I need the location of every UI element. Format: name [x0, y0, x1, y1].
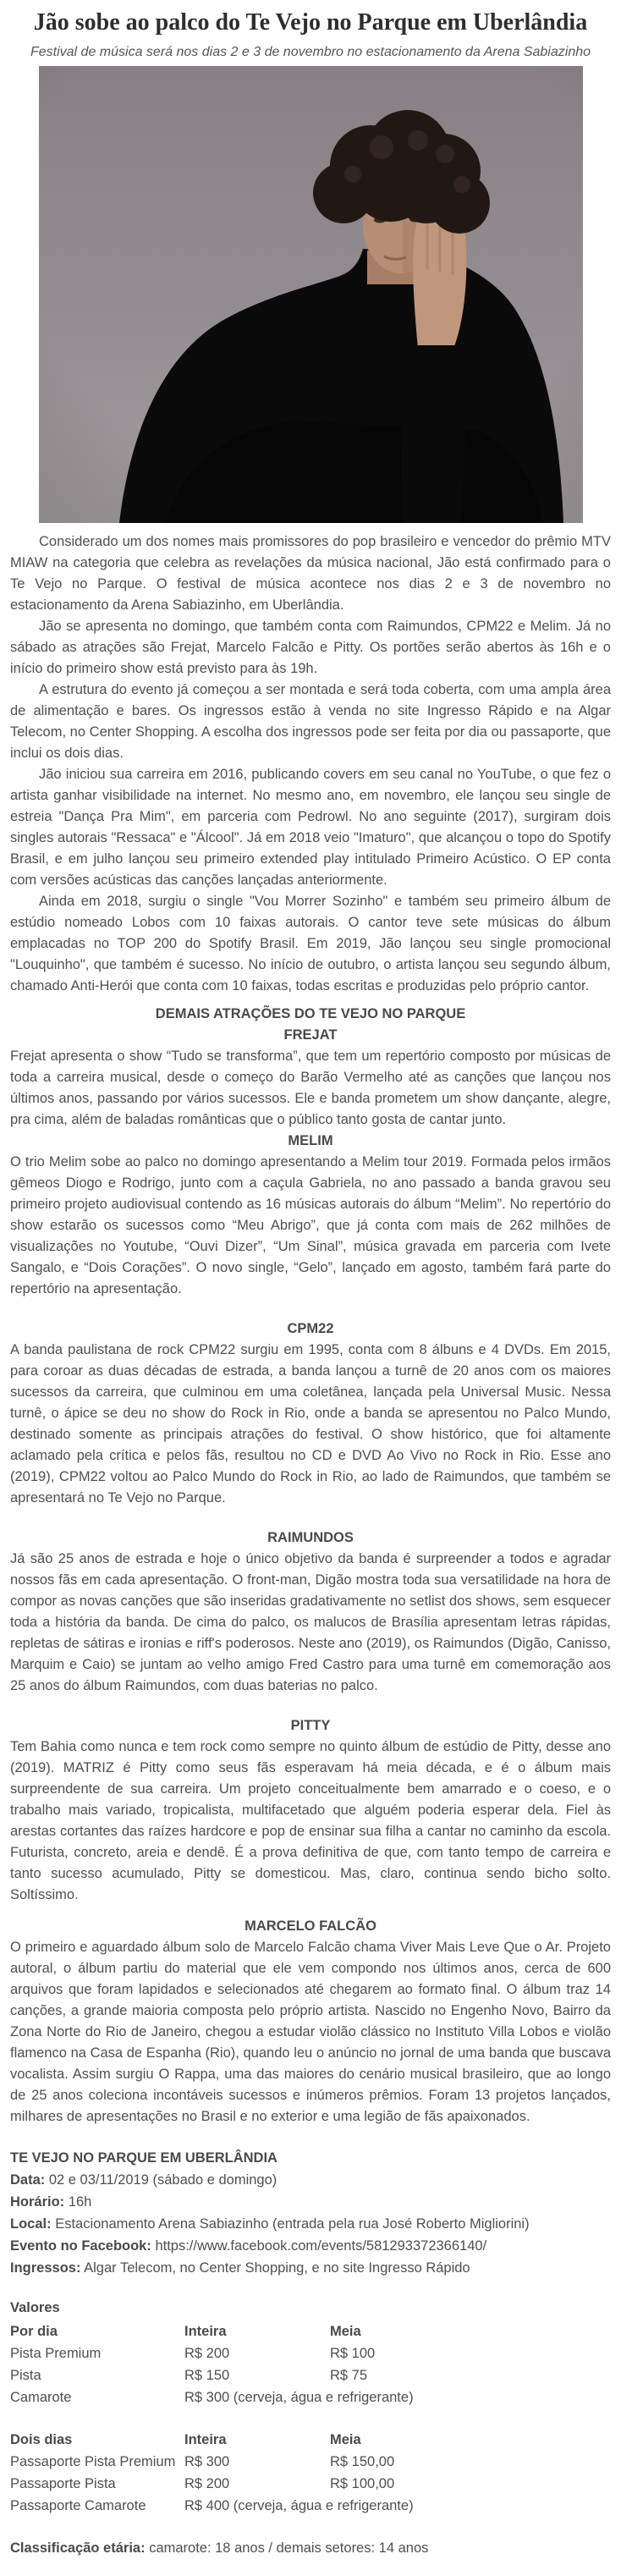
- column-header-full: Inteira: [184, 2432, 227, 2447]
- page-title: Jão sobe ao palco do Te Vejo no Parque em Uberlândia: [33, 9, 588, 36]
- column-header-half: Meia: [330, 2432, 361, 2447]
- age-rating-value: camarote: 18 anos / demais setores: 14 anos: [149, 2540, 429, 2556]
- info-line-location: [10, 2213, 611, 2235]
- full-price: R$ 150: [184, 2368, 230, 2383]
- info-value-time: 16h: [68, 2194, 92, 2210]
- price-row: [10, 2495, 611, 2517]
- info-label-location: Local:: [10, 2216, 52, 2232]
- age-rating-label: Classificação etária:: [10, 2540, 146, 2556]
- price-header-row: [10, 2429, 611, 2451]
- full-price: R$ 200: [184, 2346, 230, 2361]
- price-header-row: [10, 2320, 611, 2342]
- ticket-type: Pista: [10, 2368, 41, 2383]
- info-value-tickets: Algar Telecom, no Center Shopping, e no site Ingresso Rápido: [84, 2260, 470, 2276]
- price-row: [10, 2364, 611, 2386]
- price-table-two-days: [10, 2429, 611, 2517]
- act-text-cpm22: A banda paulistana de rock CPM22 surgiu em 1995, conta com 8 álbuns e 4 DVDs. Em 2015, para coroar as duas décadas de estrada, a banda lançou a turnê de 20 anos com os maiores sucessos da carreira, que culminou em uma coletânea, lançada pela Universal Music. Nessa turnê, o ápice se deu no show do Rock in Rio, onde a banda se apresentou no Palco Mundo, destinado somente as principais atrações do festival. O show histórico, que foi altamente aclamado pela crítica e pelos fãs, resultou no CD e DVD Ao Vivo no Rock in Rio. Esse ano (2019), CPM22 voltou ao Palco Mundo do Rock in Rio, ao lado de Raimundos, que também se apresentará no Te Vejo no Parque.: [10, 1342, 611, 1505]
- price-row: [10, 2342, 611, 2364]
- ticket-type: Passaporte Pista Premium: [10, 2454, 176, 2469]
- facebook-url[interactable]: https://www.facebook.com/events/581293372366140/: [155, 2238, 487, 2254]
- info-label-date: Data:: [10, 2172, 46, 2188]
- ticket-type: Camarote: [10, 2390, 72, 2405]
- column-header-per-day: Por dia: [10, 2324, 58, 2339]
- full-price: R$ 300: [184, 2454, 230, 2469]
- full-price: R$ 300 (cerveja, água e refrigerante): [184, 2390, 414, 2405]
- artist-photo-illustration: [39, 66, 583, 523]
- intro-paragraph: Considerado um dos nomes mais promissores do pop brasileiro e vencedor do prêmio MTV MIAW na categoria que celebra as revelações da música nacional, Jão está confirmado para o Te Vejo no Parque. O festival de música acontece nos dias 2 e 3 de novembro no estacionamento da Arena Sabiazinho, em Uberlândia.: [10, 534, 611, 613]
- act-heading-frejat: FREJAT: [283, 1027, 338, 1043]
- intro-paragraph: A estrutura do evento já começou a ser montada e será toda coberta, com uma ampla área de alimentação e bares. Os ingressos estão à venda no site Ingresso Rápido e na Algar Telecom, no Center Shopping. A escolha dos ingressos pode ser feita por dia ou passaporte, que inclui os dois dias.: [10, 682, 611, 761]
- price-row: [10, 2473, 611, 2495]
- half-price: R$ 75: [330, 2368, 368, 2383]
- act-heading-raimundos: RAIMUNDOS: [267, 1530, 354, 1545]
- act-text-raimundos: Já são 25 anos de estrada e hoje o único objetivo da banda é surpreender a todos e agradar nossos fãs em cada apresentação. O front-man, Digão mostra toda sua versatilidade na hora de compor as novas canções que são inseridas gradativamente no setlist dos shows, sem esquecer toda a história da banda. De cima do palco, os malucos de Brasília apresentam letras rápidas, repletas de sátiras e ironias e riff's poderosos. Neste ano (2019), os Raimundos (Digão, Canisso, Marquim e Caio) se juntam ao velho amigo Fred Castro para uma turnê em comemoração aos 25 anos do álbum Raimundos, com duas baterias no palco.: [10, 1551, 611, 1693]
- info-line-facebook: [10, 2235, 611, 2257]
- price-row: [10, 2386, 611, 2408]
- price-row: [10, 2451, 611, 2473]
- info-line-time: [10, 2191, 611, 2213]
- half-price: R$ 100,00: [330, 2476, 395, 2491]
- act-heading-marcelo-falcao: MARCELO FALCÃO: [245, 1918, 376, 1934]
- act-heading-melim: MELIM: [288, 1133, 333, 1148]
- column-header-full: Inteira: [184, 2324, 227, 2339]
- info-label-time: Horário:: [10, 2194, 65, 2210]
- act-text-marcelo-falcao: O primeiro e aguardado álbum solo de Marcelo Falcão chama Viver Mais Leve Que o Ar. Projeto autoral, o álbum partiu do material que ele vem compondo nos últimos anos, cerca de 600 arquivos que foram lapidados e selecionados até chegarem ao formato final. O álbum traz 14 canções, a grande maioria composta pelo próprio artista. Nascido no Engenho Novo, Bairro da Zona Norte do Rio de Janeiro, chegou a estudar violão clássico no Instituto Villa Lobos e violão flamenco na Casa de Espanha (Rio), quando leu o anúncio no jornal de uma banda que buscava vocalista. Assim surgiu O Rappa, uma das maiores do cenário musical brasileiro, que ao longo de 25 anos coleciona incontáveis sucessos e inúmeros prêmios. Foram 13 projetos lançados, milhares de apresentações no Brasil e no exterior e uma legião de fãs apaixonados.: [10, 1940, 611, 2124]
- intro-paragraph: Jão se apresenta no domingo, que também conta com Raimundos, CPM22 e Melim. Já no sábado as atrações são Frejat, Marcelo Falcão e Pitty. Os portões serão abertos às 16h e o início do primeiro show está previsto para às 19h.: [10, 619, 611, 676]
- article-subtitle: Festival de música será nos dias 2 e 3 de novembro no estacionamento da Arena Sabiazinho: [30, 45, 591, 59]
- price-table-per-day: [10, 2320, 611, 2408]
- half-price: R$ 100: [330, 2346, 376, 2361]
- info-line-tickets: [10, 2257, 611, 2279]
- ticket-type: Pista Premium: [10, 2346, 102, 2361]
- info-value-location: Estacionamento Arena Sabiazinho (entrada pela rua José Roberto Migliorini): [55, 2216, 530, 2232]
- artist-photo: [39, 66, 583, 523]
- info-label-facebook: Evento no Facebook:: [10, 2238, 151, 2254]
- ticket-type: Passaporte Pista: [10, 2476, 116, 2491]
- act-text-frejat: Frejat apresenta o show “Tudo se transforma”, que tem um repertório composto por músicas de toda a carreira musical, desde o começo do Barão Vermelho até as canções que lançou nos últimos anos, passando por vários sucessos. Ele e banda prometem um show dançante, alegre, pra cima, além de baladas românticas que o público tanto gosta de cantar junto.: [10, 1049, 611, 1127]
- act-text-melim: O trio Melim sobe ao palco no domingo apresentando a Melim tour 2019. Formada pelos irmãos gêmeos Diogo e Rodrigo, junto com a caçula Gabriela, no ano passado a banda gravou seu primeiro projeto audiovisual contendo as 16 músicas autorais do álbum “Melim”. No repertório do show estarão os sucessos como “Meu Abrigo”, que já conta com mais de 262 milhões de visualizações no Youtube, “Ouvi Dizer”, “Um Sinal”, música gravada em parceria com Ivete Sangalo, e “Dois Corações”. O novo single, “Gelo”, lançado em agosto, também fará parte do repertório na apresentação.: [10, 1154, 611, 1296]
- lineup-heading: DEMAIS ATRAÇÕES DO TE VEJO NO PARQUE: [155, 1006, 466, 1021]
- info-line-date: [10, 2169, 611, 2191]
- half-price: R$ 150,00: [330, 2454, 395, 2469]
- pricing-heading: Valores: [10, 2300, 60, 2315]
- ticket-type: Passaporte Camarote: [10, 2498, 146, 2513]
- full-price: R$ 400 (cerveja, água e refrigerante): [184, 2498, 414, 2513]
- act-heading-pitty: PITTY: [290, 1718, 331, 1733]
- column-header-two-days: Dois dias: [10, 2432, 73, 2447]
- act-text-pitty: Tem Bahia como nunca e tem rock como sempre no quinto álbum de estúdio de Pitty, desse ano (2019). MATRIZ é Pitty como seus fãs esperavam há meia década, e é o álbum mais surpreendente de sua carreira. Um projeto conceitualmente bem amarrado e o coeso, e o trabalho mais variado, tropicalista, multifacetado que alguém poderia esperar dela. Fiel às arestas cortantes das raízes hardcore e pop de ensinar sua filha a cantar no caminho da escola. Futurista, concreto, areia e dendê. É a prova definitiva de que, com tanto tempo de carreira e tanto sucesso acumulado, Pitty se domesticou. Mas, claro, continua sendo bicho solto. Soltíssimo.: [10, 1739, 611, 1902]
- age-rating-line: [10, 2537, 611, 2559]
- intro-paragraph: Jão iniciou sua carreira em 2016, publicando covers em seu canal no YouTube, o que fez o artista ganhar visibilidade na internet. No mesmo ano, em novembro, ele lançou seu single de estreia "Dança Pra Mim", em parceria com Pedrowl. No ano seguinte (2017), surgiram dois singles autorais "Ressaca" e "Álcool". Já em 2018 veio "Imaturo", que alcançou o topo do Spotify Brasil, e em julho lançou seu primeiro extended play intitulado Primeiro Acústico. O EP conta com versões acústicas das canções lançadas anteriormente.: [10, 767, 611, 888]
- act-heading-cpm22: CPM22: [287, 1321, 334, 1336]
- column-header-half: Meia: [330, 2324, 361, 2339]
- event-info-heading: TE VEJO NO PARQUE EM UBERLÂNDIA: [10, 2150, 278, 2166]
- intro-paragraph: Ainda em 2018, surgiu o single "Vou Morrer Sozinho" e também seu primeiro álbum de estúdio nomeado Lobos com 10 faixas autorais. O cantor teve sete músicas do álbum emplacadas no TOP 200 do Spotify Brasil. Em 2019, Jão lançou seu single promocional "Louquinho", que também é sucesso. No início de outubro, o artista lançou seu segundo álbum, chamado Anti-Herói que conta com 10 faixas, todas escritas e produzidas pelo próprio cantor.: [10, 894, 611, 994]
- full-price: R$ 200: [184, 2476, 230, 2491]
- info-label-tickets: Ingressos:: [10, 2260, 81, 2276]
- article-page: [0, 8, 621, 2576]
- info-value-date: 02 e 03/11/2019 (sábado e domingo): [48, 2172, 278, 2188]
